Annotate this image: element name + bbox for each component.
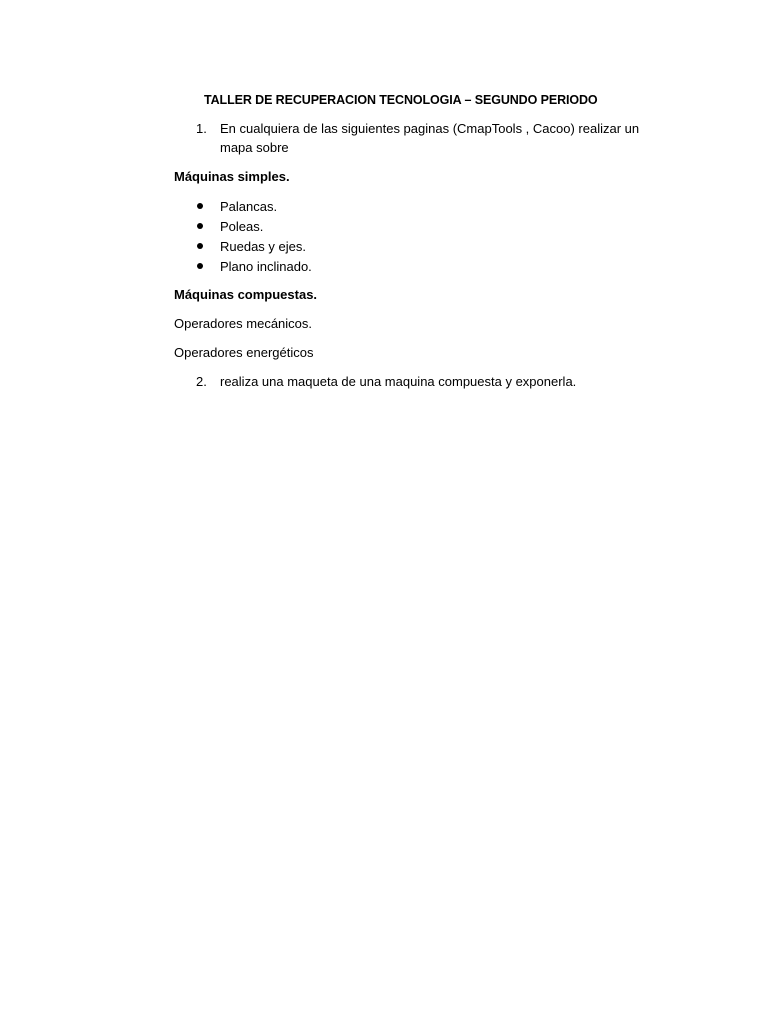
list-item-label: Ruedas y ejes. — [220, 239, 306, 254]
list-item-label: Plano inclinado. — [220, 259, 312, 274]
numbered-item-2 — [174, 372, 674, 392]
paragraph-mechanical-operators: Operadores mecánicos. — [174, 316, 313, 331]
list-item — [174, 237, 474, 257]
list-item-label: Palancas. — [220, 199, 278, 214]
paragraph-energetic-operators: Operadores energéticos — [174, 345, 314, 360]
bullet-icon — [197, 243, 203, 249]
item-text: realiza una maqueta de una maquina compuesta y exponerla. — [220, 374, 577, 389]
list-item — [174, 197, 474, 217]
section-heading-compound-machines: Máquinas compuestas. — [174, 287, 318, 302]
simple-machines-list — [174, 197, 474, 277]
item-number: 1. — [196, 121, 207, 136]
bullet-icon — [197, 203, 203, 209]
bullet-icon — [197, 223, 203, 229]
list-item — [174, 257, 474, 277]
section-heading-simple-machines: Máquinas simples. — [174, 169, 290, 184]
item-text: En cualquiera de las siguientes paginas (CmapTools , Cacoo) realizar un mapa sobre — [220, 121, 640, 155]
item-number: 2. — [196, 374, 207, 389]
list-item — [174, 217, 474, 237]
numbered-item-1 — [174, 119, 674, 159]
document-title: TALLER DE RECUPERACION TECNOLOGIA – SEGUNDO PERIODO — [204, 93, 598, 107]
bullet-icon — [197, 263, 203, 269]
list-item-label: Poleas. — [220, 219, 264, 234]
